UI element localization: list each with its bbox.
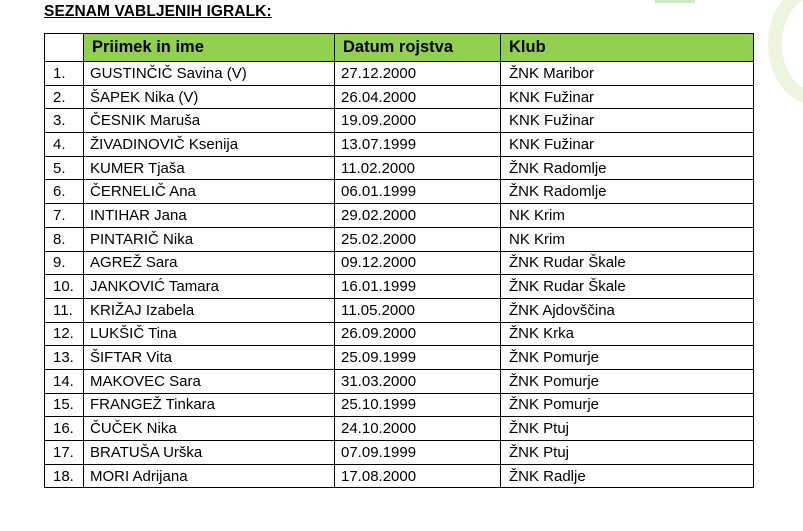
birth-date: 16.01.1999 — [335, 275, 501, 299]
row-number: 11. — [45, 298, 84, 322]
table-row — [45, 275, 754, 299]
header-name: Priimek in ime — [84, 34, 335, 62]
club-name: KNK Fužinar — [501, 85, 754, 109]
player-name: ČERNELIČ Ana — [84, 180, 335, 204]
player-name: MAKOVEC Sara — [84, 369, 335, 393]
birth-date: 26.04.2000 — [335, 85, 501, 109]
row-number: 3. — [45, 109, 84, 133]
row-number: 7. — [45, 204, 84, 228]
birth-date: 07.09.1999 — [335, 441, 501, 465]
table-row — [45, 346, 754, 370]
row-number: 2. — [45, 85, 84, 109]
player-name: AGREŽ Sara — [84, 251, 335, 275]
player-name: KUMER Tjaša — [84, 156, 335, 180]
row-number: 17. — [45, 441, 84, 465]
birth-date: 25.10.1999 — [335, 393, 501, 417]
player-name: ŠIFTAR Vita — [84, 346, 335, 370]
birth-date: 17.08.2000 — [335, 464, 501, 488]
birth-date: 19.09.2000 — [335, 109, 501, 133]
table-row — [45, 109, 754, 133]
table-row — [45, 133, 754, 157]
table-row — [45, 85, 754, 109]
row-number: 15. — [45, 393, 84, 417]
club-name: ŽNK Rudar Škale — [501, 251, 754, 275]
player-name: ŠAPEK Nika (V) — [84, 85, 335, 109]
header-club: Klub — [501, 34, 754, 62]
player-name: INTIHAR Jana — [84, 204, 335, 228]
player-name: MORI Adrijana — [84, 464, 335, 488]
birth-date: 13.07.1999 — [335, 133, 501, 157]
table-row — [45, 322, 754, 346]
club-name: NK Krim — [501, 227, 754, 251]
birth-date: 06.01.1999 — [335, 180, 501, 204]
club-name: ŽNK Radomlje — [501, 180, 754, 204]
row-number: 16. — [45, 417, 84, 441]
club-name: NK Krim — [501, 204, 754, 228]
player-name: ČESNIK Maruša — [84, 109, 335, 133]
player-name: LUKŠIČ Tina — [84, 322, 335, 346]
row-number: 1. — [45, 62, 84, 86]
birth-date: 26.09.2000 — [335, 322, 501, 346]
table-row — [45, 417, 754, 441]
background-logo-mark — [655, 0, 695, 3]
birth-date: 25.02.2000 — [335, 227, 501, 251]
row-number: 18. — [45, 464, 84, 488]
birth-date: 24.10.2000 — [335, 417, 501, 441]
birth-date: 25.09.1999 — [335, 346, 501, 370]
table-row — [45, 298, 754, 322]
birth-date: 09.12.2000 — [335, 251, 501, 275]
club-name: KNK Fužinar — [501, 109, 754, 133]
club-name: ŽNK Ajdovščina — [501, 298, 754, 322]
header-birth-date: Datum rojstva — [335, 34, 501, 62]
row-number: 10. — [45, 275, 84, 299]
table-row — [45, 156, 754, 180]
player-name: GUSTINČIČ Savina (V) — [84, 62, 335, 86]
club-name: KNK Fužinar — [501, 133, 754, 157]
table-row — [45, 227, 754, 251]
background-logo-arc — [768, 0, 803, 104]
table-row — [45, 464, 754, 488]
player-name: BRATUŠA Urška — [84, 441, 335, 465]
row-number: 8. — [45, 227, 84, 251]
club-name: ŽNK Pomurje — [501, 393, 754, 417]
club-name: ŽNK Radomlje — [501, 156, 754, 180]
player-name: PINTARIČ Nika — [84, 227, 335, 251]
table-row — [45, 251, 754, 275]
club-name: ŽNK Ptuj — [501, 417, 754, 441]
table-row — [45, 393, 754, 417]
row-number: 14. — [45, 369, 84, 393]
table-row — [45, 62, 754, 86]
row-number: 4. — [45, 133, 84, 157]
table-row — [45, 441, 754, 465]
player-name: KRIŽAJ Izabela — [84, 298, 335, 322]
birth-date: 11.05.2000 — [335, 298, 501, 322]
club-name: ŽNK Ptuj — [501, 441, 754, 465]
club-name: ŽNK Krka — [501, 322, 754, 346]
club-name: ŽNK Maribor — [501, 62, 754, 86]
table-row — [45, 180, 754, 204]
birth-date: 11.02.2000 — [335, 156, 501, 180]
row-number: 12. — [45, 322, 84, 346]
birth-date: 31.03.2000 — [335, 369, 501, 393]
player-name: JANKOVIĆ Tamara — [84, 275, 335, 299]
table-header-row — [45, 34, 754, 62]
club-name: ŽNK Pomurje — [501, 369, 754, 393]
club-name: ŽNK Pomurje — [501, 346, 754, 370]
birth-date: 29.02.2000 — [335, 204, 501, 228]
row-number: 13. — [45, 346, 84, 370]
club-name: ŽNK Rudar Škale — [501, 275, 754, 299]
player-name: ČUČEK Nika — [84, 417, 335, 441]
club-name: ŽNK Radlje — [501, 464, 754, 488]
row-number: 5. — [45, 156, 84, 180]
row-number: 6. — [45, 180, 84, 204]
header-number — [45, 34, 84, 62]
page-title: SEZNAM VABLJENIH IGRALK: — [44, 3, 272, 20]
player-name: FRANGEŽ Tinkara — [84, 393, 335, 417]
row-number: 9. — [45, 251, 84, 275]
players-table — [44, 33, 754, 488]
table-row — [45, 369, 754, 393]
player-name: ŽIVADINOVIČ Ksenija — [84, 133, 335, 157]
table-row — [45, 204, 754, 228]
birth-date: 27.12.2000 — [335, 62, 501, 86]
